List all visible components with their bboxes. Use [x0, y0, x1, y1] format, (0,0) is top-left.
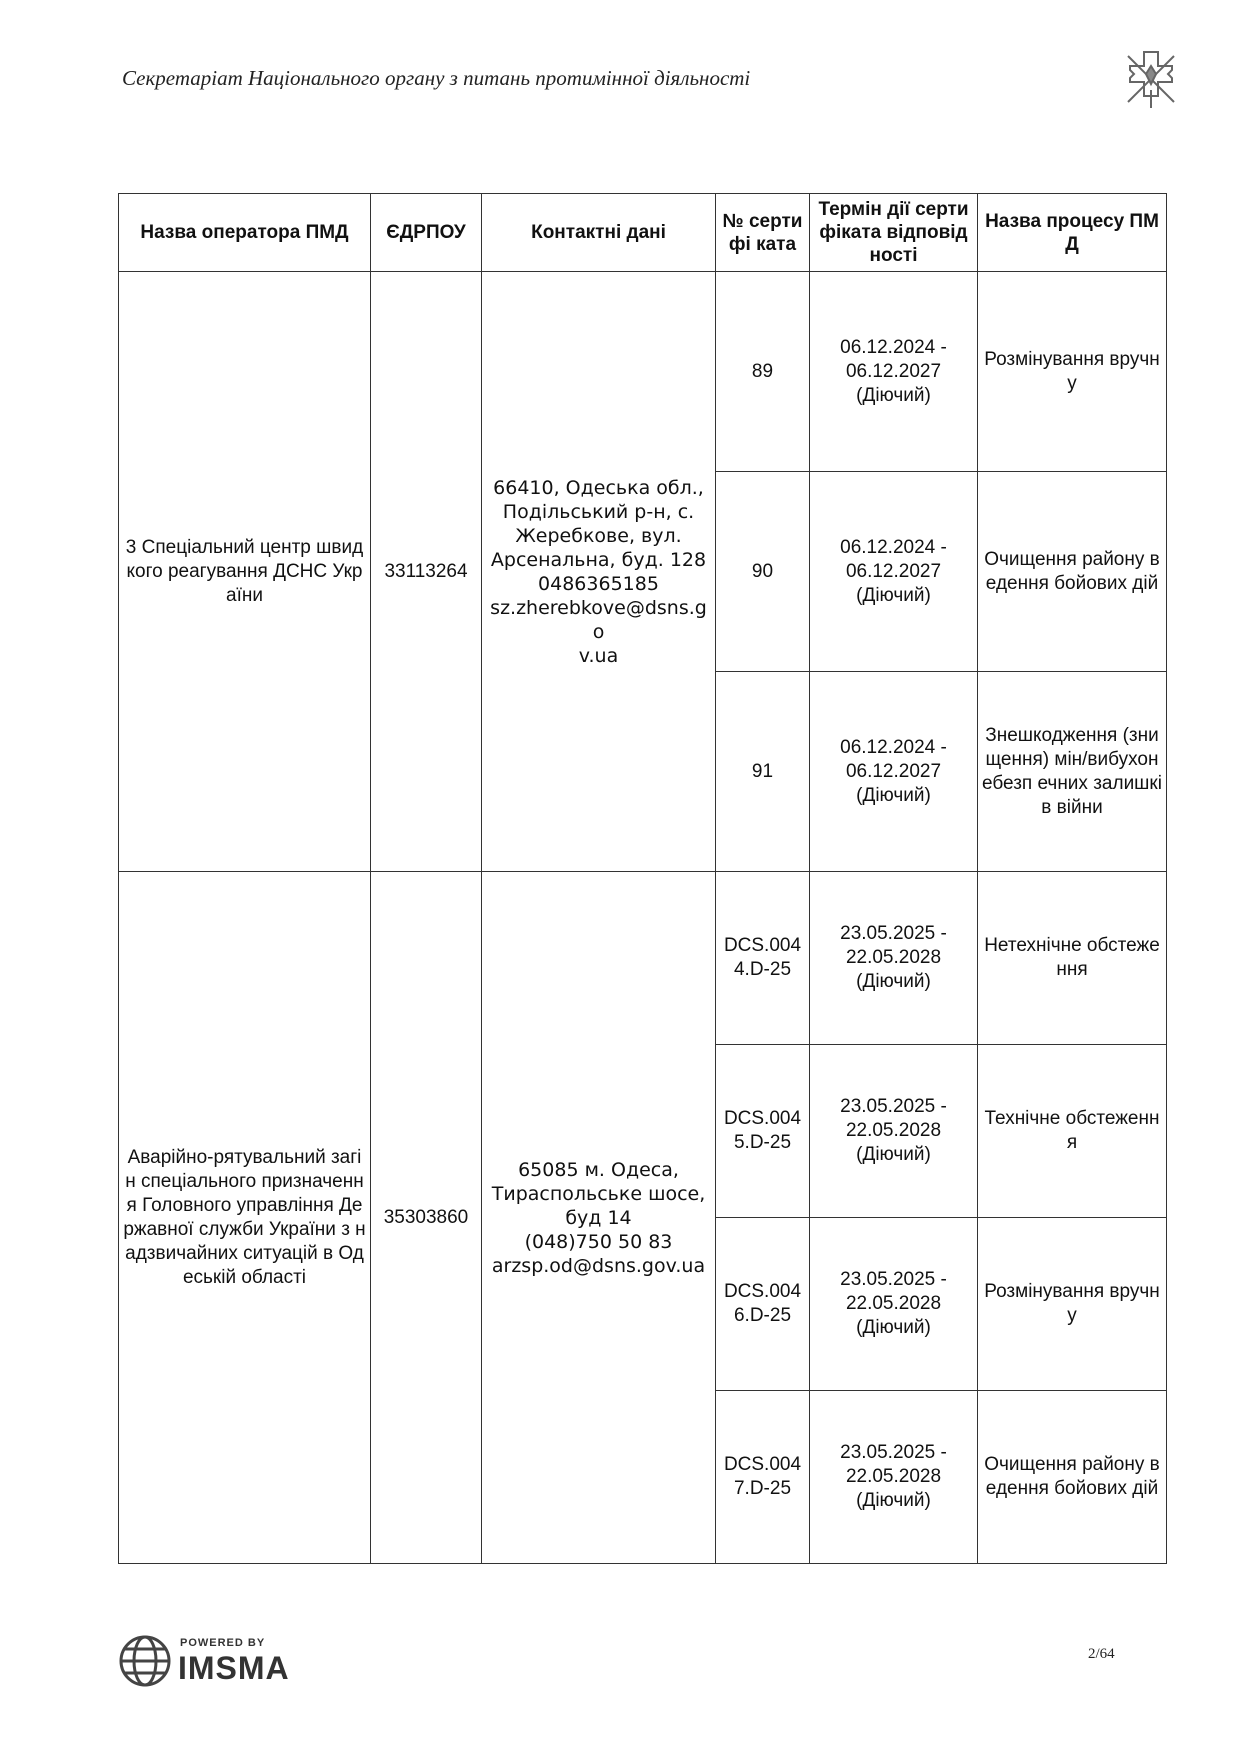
cert-process: Розмінування вручну	[978, 1218, 1167, 1391]
cert-number-line: 5.D-25	[733, 1132, 792, 1153]
cert-number: 91	[716, 672, 810, 872]
ministry-cross-emblem-icon	[1118, 46, 1184, 112]
cert-process: Очищення району ведення бойових дій	[978, 1391, 1167, 1564]
cert-number-line: DCS.004	[723, 1454, 802, 1475]
col-header-contacts: Контактні дані	[482, 194, 716, 272]
contact-phone: (048)750 50 83	[524, 1230, 673, 1253]
term-status: (Діючий)	[856, 384, 931, 406]
term-line: 22.05.2028	[845, 1293, 942, 1314]
cert-number-line: 7.D-25	[733, 1478, 792, 1499]
cert-process: Нетехнічне обстеження	[978, 872, 1167, 1045]
contact-line: Жеребкове, вул.	[515, 524, 682, 547]
cert-number	[716, 1218, 810, 1391]
table-row	[119, 272, 1167, 472]
table-row	[119, 872, 1167, 1045]
cert-number-line: DCS.004	[723, 1108, 802, 1129]
term-line: 06.12.2024 -	[840, 736, 947, 758]
term-line: 06.12.2024 -	[840, 536, 947, 558]
cert-number-line: 6.D-25	[733, 1305, 792, 1326]
cert-number	[716, 1045, 810, 1218]
cert-number-line: DCS.004	[723, 1281, 802, 1302]
contact-line: 65085 м. Одеса,	[518, 1158, 679, 1181]
term-status: (Діючий)	[856, 1490, 931, 1511]
cert-term	[810, 672, 978, 872]
term-line: 22.05.2028	[845, 947, 942, 968]
cert-number: 90	[716, 472, 810, 672]
cert-number: 89	[716, 272, 810, 472]
cert-process: Очищення району ведення бойових дій	[978, 472, 1167, 672]
cert-process: Технічне обстеження	[978, 1045, 1167, 1218]
cert-process: Знешкодження (знищення) мін/вибухонебезп ечних залишків війни	[978, 672, 1167, 872]
contact-email: v.ua	[578, 644, 619, 667]
operator-name: 3 Спеціальний центр швидкого реагування ДСНС України	[119, 272, 371, 872]
term-line: 22.05.2028	[845, 1120, 942, 1141]
cert-number-line: DCS.004	[723, 935, 802, 956]
col-header-edrpou: ЄДРПОУ	[371, 194, 482, 272]
contact-line: Тираспольське шосе,	[491, 1182, 706, 1205]
contact-line: буд 14	[565, 1206, 632, 1229]
cert-number	[716, 872, 810, 1045]
contact-line: Подільський р-н, с.	[502, 500, 695, 523]
cert-term	[810, 272, 978, 472]
operator-edrpou: 33113264	[371, 272, 482, 872]
col-header-cert-number: № сертифі ката	[716, 194, 810, 272]
page-number: 2/64	[1088, 1646, 1115, 1662]
imsma-logo-text: IMSMA	[178, 1650, 290, 1686]
cert-process: Розмінування вручну	[978, 272, 1167, 472]
cert-number-line: 4.D-25	[733, 959, 792, 980]
contact-line: Арсенальна, буд. 128	[490, 548, 707, 571]
cert-term	[810, 1218, 978, 1391]
term-line: 23.05.2025 -	[840, 1269, 947, 1290]
table-header-row	[119, 194, 1167, 272]
contact-email: sz.zherebkove@dsns.go	[490, 596, 707, 643]
operator-edrpou: 35303860	[371, 872, 482, 1564]
term-line: 23.05.2025 -	[840, 923, 947, 944]
contact-email: arzsp.od@dsns.gov.ua	[491, 1254, 706, 1277]
operator-contacts	[482, 272, 716, 872]
col-header-operator: Назва оператора ПМД	[119, 194, 371, 272]
contact-line: 66410, Одеська обл.,	[493, 476, 704, 499]
operators-table	[118, 193, 1167, 1564]
term-line: 22.05.2028	[845, 1466, 942, 1487]
term-line: 23.05.2025 -	[840, 1096, 947, 1117]
term-status: (Діючий)	[856, 1317, 931, 1338]
powered-by-label: POWERED BY	[180, 1637, 266, 1649]
term-line: 06.12.2024 -	[840, 336, 947, 358]
cert-term	[810, 472, 978, 672]
cert-term	[810, 872, 978, 1045]
cert-term	[810, 1045, 978, 1218]
term-line: 06.12.2027	[845, 760, 942, 782]
operator-name: Аварійно-рятувальний загін спеціального призначення Головного управління Державної служби України з надзвичайних ситуацій в Одеській області	[119, 872, 371, 1564]
term-status: (Діючий)	[856, 584, 931, 606]
document-header-title: Секретаріат Національного органу з питань протимінної діяльності	[122, 66, 751, 90]
term-status: (Діючий)	[856, 971, 931, 992]
term-line: 06.12.2027	[845, 560, 942, 582]
term-status: (Діючий)	[856, 784, 931, 806]
term-line: 06.12.2027	[845, 360, 942, 382]
col-header-cert-term: Термін дії сертифіката відповідності	[810, 194, 978, 272]
operator-contacts	[482, 872, 716, 1564]
term-status: (Діючий)	[856, 1144, 931, 1165]
contact-phone: 0486365185	[538, 572, 659, 595]
term-line: 23.05.2025 -	[840, 1442, 947, 1463]
cert-term	[810, 1391, 978, 1564]
globe-icon	[118, 1634, 172, 1688]
col-header-process: Назва процесу ПМД	[978, 194, 1167, 272]
cert-number	[716, 1391, 810, 1564]
